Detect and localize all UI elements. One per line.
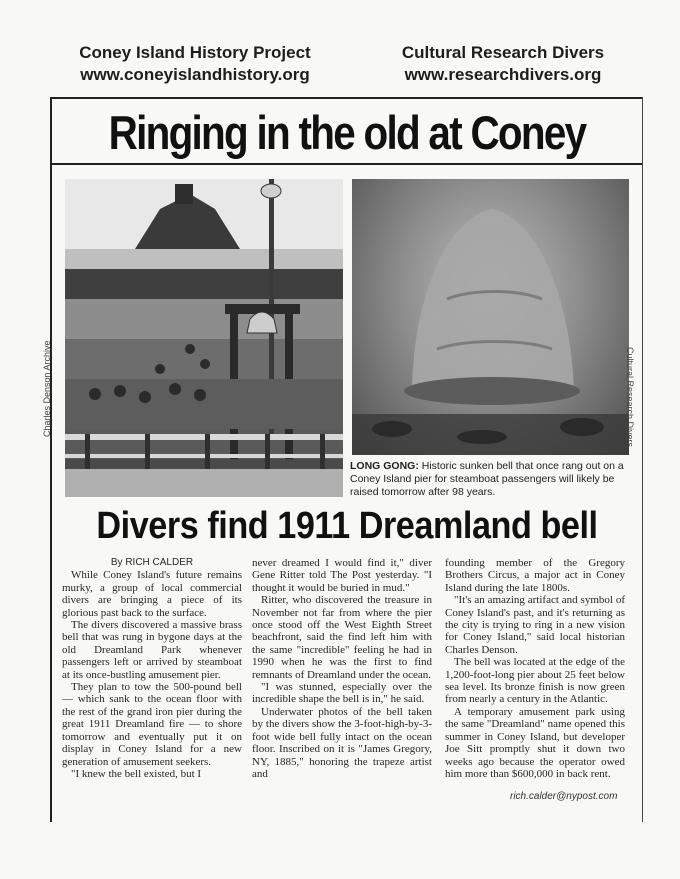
pier-photo [65, 179, 343, 497]
caption-text: Historic sunken bell that once rang out on a Coney Island pier for steamboat passengers will likely be raised tomorrow after 98 years. [350, 460, 624, 498]
left-photo-credit: Charles Denson Archive [42, 340, 52, 437]
paragraph: "I was stunned, especially over the incredible shape the bell is in," he said. [252, 681, 432, 706]
paragraph: "It's an amazing artifact and symbol of Coney Island's past, and it's returning as the city is trying to ring in a new vision for Coney Island," said local historian Charles Denson. [445, 594, 625, 656]
header-left-url: www.coneyislandhistory.org [80, 65, 310, 84]
header-right-url: www.researchdivers.org [404, 65, 602, 84]
headline: Ringing in the old at Coney [108, 106, 586, 159]
caption-lead: LONG GONG: [350, 460, 419, 472]
paragraph: While Coney Island's future remains murky, a group of local commercial divers are bringing a piece of its glorious past back to the surface. [62, 569, 242, 619]
research-divers-header [378, 42, 628, 86]
paragraph: The bell was located at the edge of the 1,200-foot-long pier about 25 feet below sea level. Its bronze finish is now green from nearly a century in the Atlantic. [445, 656, 625, 706]
paragraph: They plan to tow the 500-pound bell — which sank to the ocean floor with the rest of the grand iron pier during the great 1911 Dreamland fire — to shore tomorrow and eventually put it on display in Coney Island for a new generation of amusement seekers. [62, 681, 242, 768]
paragraph: Underwater photos of the bell taken by the divers show the 3-foot-high-by-3-foot wide bell fully intact on the ocean floor. Inscribed on it is "James Gregory, NY, 1885," honoring the trapeze artist and [252, 705, 432, 780]
author-email: rich.calder@nypost.com [510, 791, 618, 802]
article-clipping [42, 97, 643, 822]
paragraph: never dreamed I would find it," diver Gene Ritter told The Post yesterday. "I thought it would be buried in mud." [252, 557, 432, 594]
right-photo-credit: Cultural Research Divers [625, 347, 635, 448]
paragraph: A temporary amusement park using the same "Dreamland" name opened this summer in Coney Island, but developer Joe Sitt promptly shut it down two weeks ago because the operator owed him more than $600,000 in back rent. [445, 705, 625, 780]
article-column-3 [445, 557, 625, 780]
paragraph: The divers discovered a massive brass bell that was rung in bygone days at the old Dreamland Park whenever passengers left or arrived by steamboat at its once-bustling amusement pier. [62, 619, 242, 681]
byline: By RICH CALDER [110, 557, 194, 568]
article-column-1 [62, 557, 242, 780]
paragraph: Ritter, who discovered the treasure in November not far from where the pier once stood off the West Eighth Street beachfront, said the find left him with the same "incredible" feeling he had in 1990 when he was the first to find remnants of Dreamland under the ocean. [252, 594, 432, 681]
header-right-title: Cultural Research Divers [401, 43, 605, 62]
coney-island-history-header [60, 42, 330, 86]
paragraph: "I knew the bell existed, but I [71, 767, 202, 780]
header-left-title: Coney Island History Project [79, 43, 311, 62]
headline-underline [52, 163, 642, 165]
top-rule [52, 97, 642, 99]
photo-caption [350, 460, 632, 499]
underwater-bell-photo [352, 179, 629, 455]
article-column-2 [252, 557, 432, 780]
paragraph: founding member of the Gregory Brothers Circus, a major act in Coney Island during the late 1800s. [445, 557, 625, 594]
subheadline: Divers find 1911 Dreamland bell [96, 505, 598, 547]
